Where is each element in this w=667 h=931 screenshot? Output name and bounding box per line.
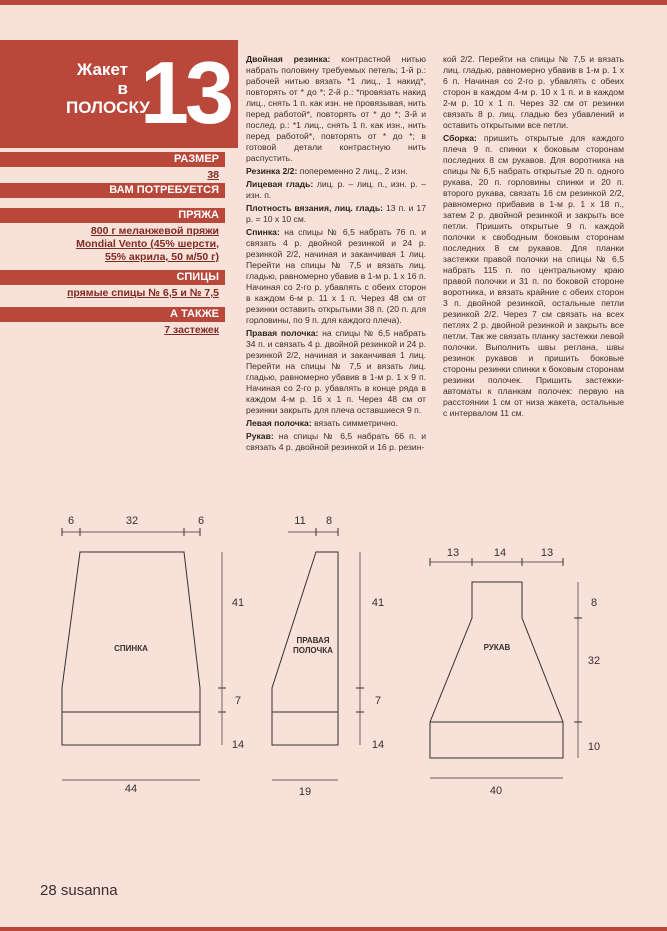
needles-heading: СПИЦЫ <box>0 270 225 285</box>
back-dim-side-lower: 14 <box>231 739 245 751</box>
paragraph-heading: Сборка: <box>443 133 477 143</box>
paragraph-text: 13 п. и 17 р. = 10 х 10 см. <box>246 203 426 224</box>
back-dim-top-center: 32 <box>125 515 139 527</box>
paragraph <box>246 179 426 201</box>
back-dim-top-right: 6 <box>197 515 205 527</box>
paragraph-text: вязать симметрично. <box>311 418 398 428</box>
bottom-accent-band <box>0 927 667 931</box>
instructions-column-2 <box>443 54 624 421</box>
paragraph <box>246 328 426 416</box>
sleeve-dim-top-right: 13 <box>540 547 554 559</box>
paragraph <box>443 133 624 419</box>
back-dim-side-middle: 7 <box>234 695 242 707</box>
schematic-diagrams <box>0 500 667 810</box>
front-dim-side-upper: 41 <box>371 597 385 609</box>
size-value: 38 <box>207 169 219 181</box>
paragraph <box>246 203 426 225</box>
page-footer <box>40 882 118 899</box>
paragraph <box>246 227 426 326</box>
paragraph-text: на спицы № 6,5 набрать 34 п. и связать 4 р. двойной резинкой и 24 р. резинкой 2/2, начиная и заканчивая 1 лиц. Перейти на спицы № 7,5 и вязать лиц. гладью, равномерно убавив в 1-м р. 1 х 9 п. Начиная со 2-го р. убавлять в конце ряда в каждом 4-м р. 16 х 1 п. Через 48 см от резинки закрыть для плеча оставшиеся 9 п. <box>246 328 426 415</box>
paragraph-heading: Левая полочка: <box>246 418 312 428</box>
sleeve-dim-side-lower: 10 <box>587 741 601 753</box>
paragraph-text: лиц. р. – лиц. п., изн. р. – изн. п. <box>246 179 427 200</box>
sleeve-dim-bottom: 40 <box>489 785 503 797</box>
sleeve-dim-top-left: 13 <box>446 547 460 559</box>
sleeve-dim-side-middle: 32 <box>587 655 601 667</box>
front-label-line-1: ПРАВАЯ <box>296 636 330 645</box>
yarn-line-1: 800 г меланжевой пряжи <box>90 225 219 237</box>
sleeve-dim-top-center: 14 <box>493 547 507 559</box>
front-dim-side-middle: 7 <box>374 695 382 707</box>
paragraph-heading: Резинка 2/2: <box>246 166 298 176</box>
paragraph-text: кой 2/2. Перейти на спицы № 7,5 и вязать лиц. гладью, равномерно убавив в 1-м р. 1 х 6 п. Начиная со 2-го р. убавлять с обеих сторон в каждом 4-м р. 10 х 1 п. и в каждом 2-м р. 10 х 1 п. Через 32 см от резинки связать 8 р. лиц. гладью без убавлений и оставить открытыми все петли. <box>443 54 624 130</box>
size-heading: РАЗМЕР <box>0 152 225 167</box>
sleeve-outline <box>430 582 563 758</box>
yarn-line-3: 55% акрила, 50 м/50 г) <box>105 251 219 263</box>
back-label: СПИНКА <box>114 644 148 653</box>
yarn-line-2: Mondial Vento (45% шерсти, <box>76 238 219 250</box>
front-schematic <box>272 515 384 798</box>
back-schematic <box>62 515 244 795</box>
materials-heading: ВАМ ПОТРЕБУЕТСЯ <box>0 183 225 198</box>
paragraph-text: на спицы № 6,5 набрать 76 п. и связать 4 р. двойной резинкой и 24 р. резинкой 2/2, начиная и заканчивая 1 лиц. Перейти на спицы № 7,5 и вязать лиц. гладью, равномерно убавив в 1-м р. 1 х 16 п. Начиная со 2-го р. убавлять с обеих сторон в каждом 6-м р. 11 х 1 п. Через 48 см от резинки оставить открытыми 38 п. (20 п. для горловины, по 9 п. для каждого плеча). <box>246 227 426 325</box>
paragraph-heading: Правая полочка: <box>246 328 319 338</box>
extras-heading: А ТАКЖЕ <box>0 307 225 322</box>
paragraph <box>246 54 426 164</box>
magazine-brand: susanna <box>60 882 118 899</box>
paragraph <box>246 418 426 429</box>
yarn-heading: ПРЯЖА <box>0 208 225 223</box>
front-dim-side-lower: 14 <box>371 739 385 751</box>
paragraph <box>246 166 426 177</box>
paragraph-text: на спицы № 6,5 набрать 66 п. и связать 4 р. двойной резинкой и 16 р. резин- <box>246 431 426 452</box>
front-label-line-2: ПОЛОЧКА <box>293 646 333 655</box>
sleeve-label: РУКАВ <box>483 643 511 652</box>
paragraph-text: контрастной нитью набрать половину требуемых петель; 1-й р.: рабочей нитью вязать *1 лиц., 1 накид*, повторять от * до *; 2-й р.: *провязать накид лиц., снять 1 п. как изн. не провязывая, нить перед работой*, повторять от * до *; 3-й и послед. р.: *1 лиц., снять 1 п. как изн., нить перед работой*, повторять от * до *; в готовой детали контрастную нить распустить. <box>246 54 426 163</box>
title-line-1: Жакет в <box>76 60 128 98</box>
paragraph-heading: Плотность вязания, лиц. гладь: <box>246 203 383 213</box>
paragraph-text: пришить открытые для каждого плеча 9 п. спинки к боковым сторонам последних 8 см рукавов. Для воротника на спицы № 6,5 набрать открытые 20 п. одного рукава, 20 п. горловины спинки и 20 п. второго рукава, связать 16 см резинкой 2/2, равномерно прибавив в 1-м р. 1 х 18 п., затем 2 р. двойной резинкой и закрыть все петли. Пришить открытые 9 п. каждой полочки к свободным боковым сторонам последних 8 см рукавов. Для планки застежки правой полочки на спицы № 6,5 набрать 115 п. по центральному краю правой полочки и 31 п. по боковой стороне воротника, и вязать крайние с обеих сторон 3 п. двойной резинкой, остальные петли резинкой 2/2. Через 7 см связать на всех петлях 2 р. двойной резинкой и закрыть все петли. Так же связать планку застежки левой полочки. Выполнить швы реглана, швы резинок рукавов и пришить боковые стороны резинки спинки к боковым сторонам резинки полочек. Пришить застежки-автоматы к планкам полочек: первую на расстоянии 1 см от низа жакета, остальные с интервалом 11 см. <box>443 133 624 418</box>
title-line-2: ПОЛОСКУ <box>66 98 150 117</box>
front-dim-bottom: 19 <box>298 786 312 798</box>
back-dim-top-left: 6 <box>67 515 75 527</box>
paragraph <box>443 54 624 131</box>
front-dim-top-right: 8 <box>325 515 333 527</box>
paragraph-heading: Двойная резинка: <box>246 54 331 64</box>
extras-value: 7 застежек <box>164 324 219 336</box>
front-dim-top-left: 11 <box>294 515 306 527</box>
paragraph-text: попеременно 2 лиц., 2 изн. <box>297 166 408 176</box>
needles-section <box>0 270 225 299</box>
pattern-number: 13 <box>140 43 230 142</box>
back-dim-bottom: 44 <box>124 783 138 795</box>
sleeve-schematic <box>430 547 600 797</box>
size-section <box>0 152 225 181</box>
paragraph-heading: Спинка: <box>246 227 280 237</box>
sleeve-dim-side-upper: 8 <box>590 597 598 609</box>
paragraph-heading: Лицевая гладь: <box>246 179 314 189</box>
extras-section <box>0 307 225 336</box>
paragraph <box>246 431 426 453</box>
top-accent-band <box>0 0 667 5</box>
yarn-section <box>0 208 225 264</box>
materials-section <box>0 183 225 198</box>
page-number: 28 <box>40 882 57 899</box>
paragraph-heading: Рукав: <box>246 431 274 441</box>
instructions-column-1 <box>246 54 426 455</box>
needles-value: прямые спицы № 6,5 и № 7,5 <box>67 287 219 299</box>
back-dim-side-upper: 41 <box>231 597 245 609</box>
